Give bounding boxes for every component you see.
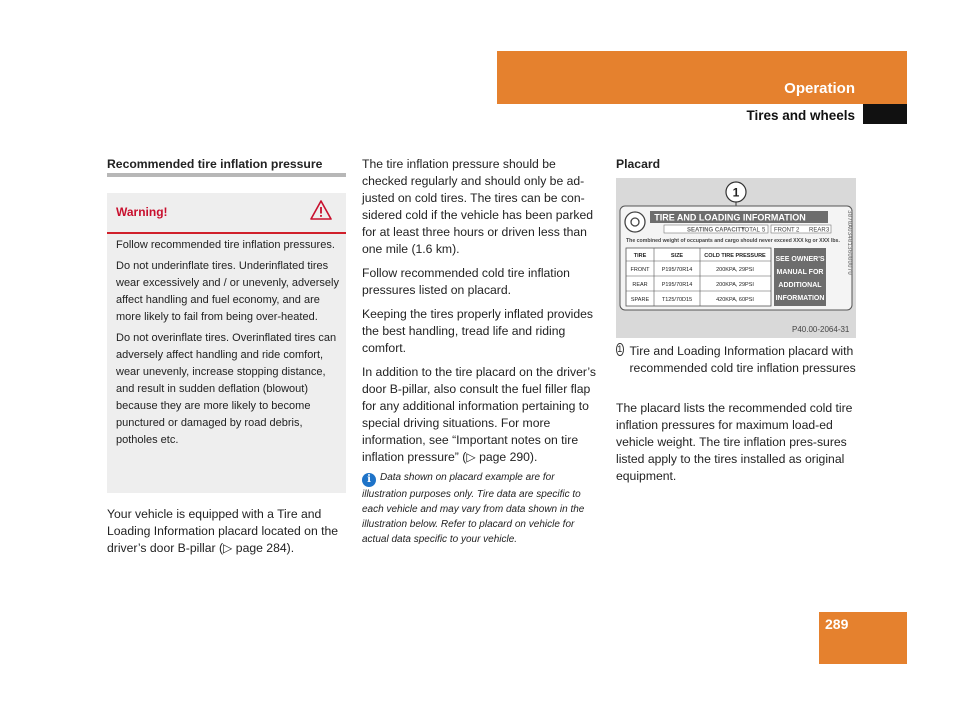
warning-title: Warning! xyxy=(116,205,168,219)
figure-caption xyxy=(616,343,856,377)
weight-note: The combined weight of occupants and cargo should never exceed XXX kg or XXX lbs. xyxy=(626,238,840,244)
seating-total-label: TOTAL xyxy=(741,227,760,234)
table-cell: REAR xyxy=(632,282,648,288)
warning-triangle-icon xyxy=(310,200,332,225)
info-icon: i xyxy=(362,473,376,487)
table-col-header: TIRE xyxy=(633,253,647,259)
table-col-header: SIZE xyxy=(670,253,684,259)
table-cell: P195/70R14 xyxy=(661,282,693,288)
left-heading: Recommended tire inflation pressure xyxy=(107,157,323,171)
owner-manual-line: SEE OWNER'S xyxy=(775,256,825,263)
body-paragraph: Your vehicle is equipped with a Tire and Loading Information placard located on the driver’s door B-pillar (▷ page 284). xyxy=(107,507,339,555)
placard-title: TIRE AND LOADING INFORMATION xyxy=(654,212,806,223)
table-cell: 200KPA, 29PSI xyxy=(716,267,754,273)
warning-text xyxy=(116,237,340,453)
figure-callout: 1 xyxy=(732,185,740,200)
table-cell: SPARE xyxy=(630,297,650,303)
seating-capacity: SEATING CAPACITY xyxy=(686,227,746,234)
seating-rear-label: REAR xyxy=(809,227,826,234)
section-tab-marker xyxy=(863,104,907,124)
info-note xyxy=(362,470,602,547)
owner-manual-line: ADDITIONAL xyxy=(778,282,822,289)
seating-front-value: 2 xyxy=(796,227,800,234)
table-col-header: COLD TIRE PRESSURE xyxy=(704,253,766,259)
body-paragraph: The placard lists the recommended cold tire inflation pressures for maximum load-ed vehicle weight. The tire inflation pres-sures listed apply to the tires installed as original equipment. xyxy=(616,401,853,483)
middle-column xyxy=(362,156,602,473)
placard-illustration xyxy=(616,178,856,338)
warning-paragraph: Do not underinflate tires. Underinflated tires wear excessively and / or unevenly, adversely affect handling and fuel economy, and are more likely to fail from being over-heated. xyxy=(116,260,339,323)
seating-front-label: FRONT xyxy=(774,227,795,234)
figure-code: P40.00-2064-31 xyxy=(792,325,850,334)
table-cell: P195/70R14 xyxy=(661,267,693,273)
heading-rule xyxy=(107,173,346,177)
owner-manual-line: MANUAL FOR xyxy=(776,269,824,276)
right-body xyxy=(616,400,856,492)
table-cell: T125/70D15 xyxy=(661,297,693,303)
placard-heading: Placard xyxy=(616,157,661,171)
section-title: Operation xyxy=(784,80,855,97)
caption-number: 1 xyxy=(617,344,623,354)
info-note-text: Data shown on placard example are for illustration purposes only. Tire data are specific to each vehicle and may vary from data shown in the illustration below. Refer to placard on vehicle for actual data specific to your vehicle. xyxy=(362,472,585,545)
body-paragraph: The tire inflation pressure should be checked regularly and should only be ad-justed on cold tires. The tires can be con-sidered cold if the vehicle has been parked for at least three hours or driven less than one mile (1.6 km). xyxy=(362,157,594,256)
page-number: 289 xyxy=(825,616,849,632)
subsection-title: Tires and wheels xyxy=(746,108,855,123)
table-cell: 200KPA, 29PSI xyxy=(716,282,754,288)
body-paragraph: Follow recommended cold tire inflation pressures listed on placard. xyxy=(362,266,570,297)
side-code: 3070A0340136000070 xyxy=(846,210,853,275)
table-cell: FRONT xyxy=(630,267,650,273)
table-cell: 420KPA, 60PSI xyxy=(716,297,754,303)
warning-paragraph: Follow recommended tire inflation pressures. xyxy=(116,239,335,251)
seating-rear-value: 3 xyxy=(826,227,830,234)
left-body xyxy=(107,506,339,564)
warning-paragraph: Do not overinflate tires. Overinflated tires can adversely affect handling and ride comfort, wear unevenly, increase stopping distance, and result in sudden deflation (blowout) because they are more likely to become punctured or damaged by road debris, potholes etc. xyxy=(116,332,337,446)
seating-total-value: 5 xyxy=(762,227,766,234)
owner-manual-line: INFORMATION xyxy=(775,295,825,302)
body-paragraph: Keeping the tires properly inflated provides the best handling, tread life and riding comfort. xyxy=(362,307,594,355)
body-paragraph: In addition to the tire placard on the driver’s door B-pillar, also consult the fuel filler flap for any additional information pertaining to special driving situations. For more information, see “Important notes on tire inflation pressure” (▷ page 290). xyxy=(362,365,596,464)
caption-text: Tire and Loading Information placard with recommended cold tire inflation pressures xyxy=(629,344,856,375)
